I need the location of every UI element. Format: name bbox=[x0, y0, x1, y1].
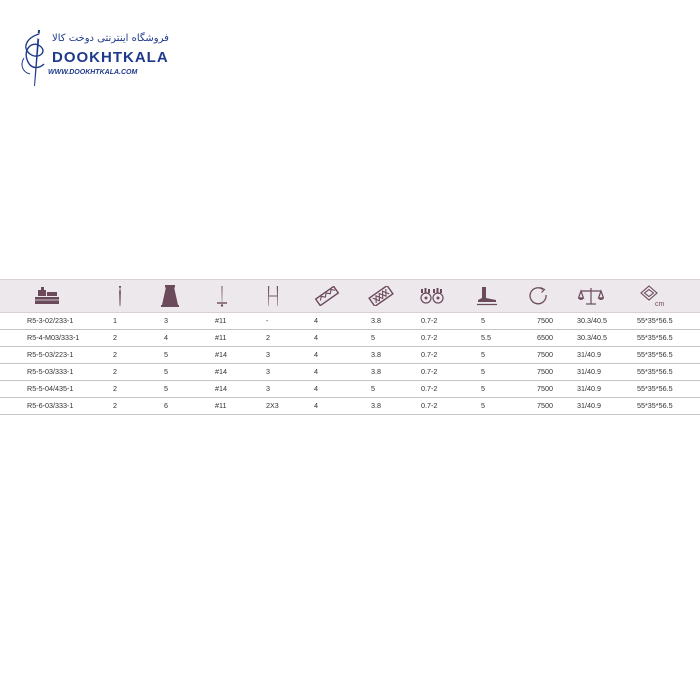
differential-feed-cell: 4 bbox=[314, 350, 318, 359]
needle-count-cell: 1 bbox=[113, 316, 117, 325]
needle-thread-icon bbox=[18, 28, 52, 88]
table-row bbox=[0, 330, 700, 347]
table-header bbox=[0, 279, 700, 313]
presser-foot-lift-cell: 5 bbox=[481, 350, 485, 359]
weight-cell: 31/40.9 bbox=[577, 384, 601, 393]
differential-feed-cell: 4 bbox=[314, 401, 318, 410]
needle-size-cell: #14 bbox=[215, 384, 227, 393]
table-row bbox=[0, 398, 700, 415]
differential-feed-cell: 4 bbox=[314, 367, 318, 376]
differential-ratio-icon bbox=[415, 283, 449, 309]
package-size-cell: 55*35*56.5 bbox=[637, 333, 673, 342]
max-speed-cell: 7500 bbox=[537, 316, 553, 325]
needle-gauge-icon bbox=[263, 283, 283, 309]
needle-gauge-cell: - bbox=[266, 316, 269, 325]
stitch-length-cell: 3.8 bbox=[371, 350, 381, 359]
stitch-length-icon bbox=[364, 283, 398, 309]
differential-feed-cell: 4 bbox=[314, 333, 318, 342]
differential-ratio-cell: 0.7-2 bbox=[421, 316, 438, 325]
table-row bbox=[0, 313, 700, 330]
max-speed-cell: 7500 bbox=[537, 350, 553, 359]
package-size-cell: 55*35*56.5 bbox=[637, 401, 673, 410]
package-size-cell: 55*35*56.5 bbox=[637, 316, 673, 325]
weight-cell: 31/40.9 bbox=[577, 350, 601, 359]
thread-count-cell: 6 bbox=[164, 401, 168, 410]
table-row bbox=[0, 364, 700, 381]
dookhtkala-logo bbox=[18, 28, 178, 88]
needle-size-cell: #11 bbox=[215, 333, 227, 342]
max-speed-icon bbox=[524, 283, 552, 309]
differential-ratio-cell: 0.7-2 bbox=[421, 350, 438, 359]
logo-persian-text: فروشگاه اینترنتی دوخت کالا bbox=[52, 33, 169, 44]
model-cell: R5-5-03/223-1 bbox=[27, 350, 74, 359]
needle-count-cell: 2 bbox=[113, 350, 117, 359]
needle-size-cell: #11 bbox=[215, 316, 227, 325]
needle-size-cell: #14 bbox=[215, 367, 227, 376]
differential-feed-cell: 4 bbox=[314, 316, 318, 325]
needle-count-cell: 2 bbox=[113, 384, 117, 393]
max-speed-cell: 7500 bbox=[537, 401, 553, 410]
table-row bbox=[0, 381, 700, 398]
weight-cell: 30.3/40.5 bbox=[577, 316, 607, 325]
differential-ratio-cell: 0.7-2 bbox=[421, 367, 438, 376]
needle-gauge-cell: 2 bbox=[266, 333, 270, 342]
spec-table bbox=[0, 279, 700, 415]
presser-foot-lift-cell: 5 bbox=[481, 384, 485, 393]
needle-count-cell: 2 bbox=[113, 367, 117, 376]
model-cell: R5-6-03/333-1 bbox=[27, 401, 74, 410]
thread-count-cell: 5 bbox=[164, 384, 168, 393]
differential-ratio-cell: 0.7-2 bbox=[421, 401, 438, 410]
presser-foot-lift-icon bbox=[472, 283, 502, 309]
presser-foot-lift-cell: 5 bbox=[481, 401, 485, 410]
needle-gauge-cell: 2X3 bbox=[266, 401, 279, 410]
thread-count-cell: 3 bbox=[164, 316, 168, 325]
package-size-cell: 55*35*56.5 bbox=[637, 367, 673, 376]
needle-count-cell: 2 bbox=[113, 333, 117, 342]
needle-gauge-cell: 3 bbox=[266, 350, 270, 359]
package-size-cell: 55*35*56.5 bbox=[637, 350, 673, 359]
needle-size-icon bbox=[212, 283, 232, 309]
logo-url: WWW.DOOKHTKALA.COM bbox=[48, 69, 138, 76]
max-speed-cell: 7500 bbox=[537, 384, 553, 393]
thread-count-icon bbox=[156, 283, 184, 309]
stitch-length-cell: 3.8 bbox=[371, 401, 381, 410]
package-size-cell: 55*35*56.5 bbox=[637, 384, 673, 393]
weight-cell: 31/40.9 bbox=[577, 401, 601, 410]
model-cell: R5-5-03/333-1 bbox=[27, 367, 74, 376]
max-speed-cell: 6500 bbox=[537, 333, 553, 342]
stitch-length-cell: 5 bbox=[371, 384, 375, 393]
table-row bbox=[0, 347, 700, 364]
model-cell: R5-4-M03/333-1 bbox=[27, 333, 80, 342]
presser-foot-lift-cell: 5 bbox=[481, 316, 485, 325]
thread-count-cell: 4 bbox=[164, 333, 168, 342]
machine-model-icon bbox=[30, 283, 64, 309]
needle-gauge-cell: 3 bbox=[266, 384, 270, 393]
differential-feed-icon bbox=[310, 283, 344, 309]
weight-cell: 30.3/40.5 bbox=[577, 333, 607, 342]
table-body bbox=[0, 313, 700, 415]
differential-feed-cell: 4 bbox=[314, 384, 318, 393]
model-cell: R5-3-02/233-1 bbox=[27, 316, 74, 325]
presser-foot-lift-cell: 5 bbox=[481, 367, 485, 376]
stitch-length-cell: 5 bbox=[371, 333, 375, 342]
needle-size-cell: #14 bbox=[215, 350, 227, 359]
needle-count-cell: 2 bbox=[113, 401, 117, 410]
presser-foot-lift-cell: 5.5 bbox=[481, 333, 491, 342]
needle-gauge-cell: 3 bbox=[266, 367, 270, 376]
stitch-length-cell: 3.8 bbox=[371, 316, 381, 325]
differential-ratio-cell: 0.7-2 bbox=[421, 333, 438, 342]
needle-size-cell: #11 bbox=[215, 401, 227, 410]
logo-brand-name: DOOKHTKALA bbox=[52, 49, 169, 66]
thread-count-cell: 5 bbox=[164, 367, 168, 376]
differential-ratio-cell: 0.7-2 bbox=[421, 384, 438, 393]
model-cell: R5-5-04/435-1 bbox=[27, 384, 74, 393]
package-size-icon bbox=[634, 283, 670, 309]
stitch-length-cell: 3.8 bbox=[371, 367, 381, 376]
package-size-unit: cm bbox=[655, 301, 665, 308]
max-speed-cell: 7500 bbox=[537, 367, 553, 376]
weight-icon bbox=[576, 283, 606, 309]
needle-count-icon bbox=[110, 283, 130, 309]
weight-cell: 31/40.9 bbox=[577, 367, 601, 376]
thread-count-cell: 5 bbox=[164, 350, 168, 359]
